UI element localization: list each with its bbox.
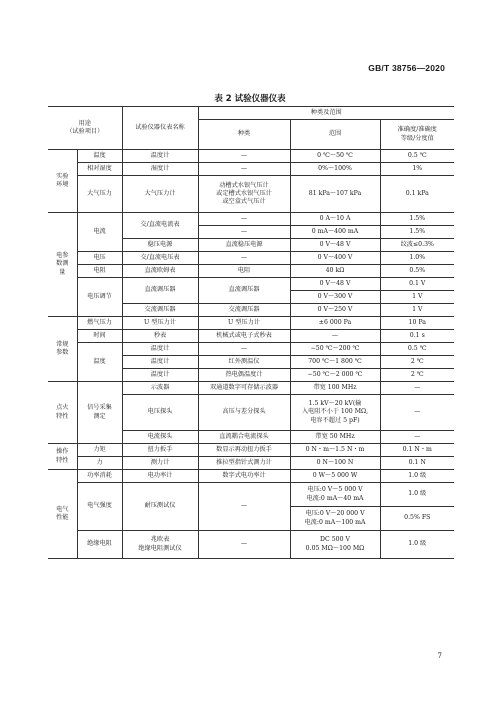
range-cell: 0 ℃～50 ℃ xyxy=(290,150,380,163)
instrument-cell: 交/直流电流表 xyxy=(122,213,198,239)
header-accuracy: 准确度/准确度 等级/分度值 xyxy=(380,120,454,150)
instrument-cell: 湿度计 xyxy=(122,163,198,176)
range-cell: 0 mA～400 mA xyxy=(290,226,380,239)
header-type: 种类 xyxy=(198,120,290,150)
accuracy-cell: 1.0 级 xyxy=(380,483,454,507)
type-cell: 动槽式水银气压计 或定槽式水银气压计 或空盒式气压计 xyxy=(198,176,290,213)
header-purpose: 用途 （试验项目） xyxy=(48,107,122,150)
instrument-cell: 稳压电源 xyxy=(122,239,198,252)
header-instrument-name: 试验仪器仪表名称 xyxy=(122,107,198,150)
range-cell: 0 V～400 V xyxy=(290,252,380,265)
group-label: 点火 特性 xyxy=(48,382,77,444)
range-cell: ±6 000 Pa xyxy=(290,317,380,330)
type-cell: 推拉型指针式测力计 xyxy=(198,457,290,470)
accuracy-cell: 1% xyxy=(380,163,454,176)
accuracy-cell: 1.0 级 xyxy=(380,470,454,483)
accuracy-cell: 1.0% xyxy=(380,252,454,265)
accuracy-cell: 0.1 kPa xyxy=(380,176,454,213)
instrument-cell: 电功率计 xyxy=(122,470,198,483)
type-cell: 数字式电功率计 xyxy=(198,470,290,483)
accuracy-cell: 1 V xyxy=(380,291,454,304)
item-cell: 电压 xyxy=(77,252,122,265)
instrument-cell: 交流调压器 xyxy=(122,304,198,317)
item-cell: 电压调节 xyxy=(77,278,122,317)
range-cell: 0 V～48 V xyxy=(290,239,380,252)
type-cell: 交流调压器 xyxy=(198,304,290,317)
instrument-cell: 扭力扳手 xyxy=(122,444,198,457)
instrument-cell: U 型压力计 xyxy=(122,317,198,330)
type-cell: — xyxy=(198,150,290,163)
type-cell: — xyxy=(198,252,290,265)
instrument-cell: 秒表 xyxy=(122,330,198,343)
accuracy-cell: — xyxy=(380,395,454,431)
accuracy-cell: 0.1 N・m xyxy=(380,444,454,457)
item-cell: 信号采集 测定 xyxy=(77,382,122,444)
instrument-cell: 交/直流电压表 xyxy=(122,252,198,265)
item-cell: 燃气压力 xyxy=(77,317,122,330)
instrument-cell: 直流调压器 xyxy=(122,278,198,304)
instrument-cell: 测力计 xyxy=(122,457,198,470)
table-caption: 表 2 试验仪器仪表 xyxy=(214,94,286,104)
accuracy-cell: 10 Pa xyxy=(380,317,454,330)
instrument-cell: 电流探头 xyxy=(122,431,198,444)
type-cell: — xyxy=(198,531,290,559)
instrument-cell: 温度计 xyxy=(122,369,198,382)
type-cell: — xyxy=(198,163,290,176)
type-cell: 直流稳压电源 xyxy=(198,239,290,252)
type-cell: 双通道数字可存储示波器 xyxy=(198,382,290,395)
accuracy-cell: 0.5% FS xyxy=(380,507,454,531)
page-number: 7 xyxy=(437,652,442,660)
type-cell: 直流耦合电流探头 xyxy=(198,431,290,444)
header-type-range-group: 种类及范围 xyxy=(198,107,454,120)
group-label: 操作 特性 xyxy=(48,444,77,470)
accuracy-cell: 2 ℃ xyxy=(380,369,454,382)
group-label: 实验 环境 xyxy=(48,150,77,213)
type-cell: 数显示再动扭力扳手 xyxy=(198,444,290,457)
item-cell: 电流 xyxy=(77,213,122,252)
type-cell: — xyxy=(198,483,290,531)
group-label: 电参 数测 量 xyxy=(48,213,77,317)
type-cell: — xyxy=(198,226,290,239)
range-cell: 0 N・m～1.5 N・m xyxy=(290,444,380,457)
item-cell: 温度 xyxy=(77,150,122,163)
range-cell: — xyxy=(290,330,380,343)
standard-code: GB/T 38756—2020 xyxy=(368,63,445,73)
accuracy-cell: — xyxy=(380,431,454,444)
type-cell: 机械式或电子式秒表 xyxy=(198,330,290,343)
item-cell: 温度 xyxy=(77,343,122,382)
instrument-cell: 兆欧表 绝缘电阻测试仪 xyxy=(122,531,198,559)
accuracy-cell: 0.5% xyxy=(380,265,454,278)
accuracy-cell: 0.1 N xyxy=(380,457,454,470)
range-cell: 带宽 100 MHz xyxy=(290,382,380,395)
type-cell: 直流调压器 xyxy=(198,278,290,304)
range-cell: 电压:0 V～20 000 V 电流:0 mA～100 mA xyxy=(290,507,380,531)
range-cell: 40 kΩ xyxy=(290,265,380,278)
instrument-cell: 直流欧姆表 xyxy=(122,265,198,278)
item-cell: 绝缘电阻 xyxy=(77,531,122,559)
range-cell: 0 W～5 000 W xyxy=(290,470,380,483)
instrument-cell: 温度计 xyxy=(122,150,198,163)
accuracy-cell: — xyxy=(380,382,454,395)
item-cell: 时间 xyxy=(77,330,122,343)
accuracy-cell: 1.5% xyxy=(380,226,454,239)
type-cell: — xyxy=(198,213,290,226)
instrument-cell: 大气压力计 xyxy=(122,176,198,213)
accuracy-cell: 1.0 级 xyxy=(380,531,454,559)
range-cell: 0 V～48 V xyxy=(290,278,380,291)
accuracy-cell: 1 V xyxy=(380,304,454,317)
instrument-cell: 示波器 xyxy=(122,382,198,395)
range-cell: 电压:0 V～5 000 V 电流:0 mA～40 mA xyxy=(290,483,380,507)
item-cell: 相对湿度 xyxy=(77,163,122,176)
instrument-cell: 耐压测试仪 xyxy=(122,483,198,531)
type-cell: 热电偶温度计 xyxy=(198,369,290,382)
range-cell: 0 A～10 A xyxy=(290,213,380,226)
range-cell: 1.5 kV～20 kV(输 入电阻不小于 100 MΩ, 电容不超过 5 pF) xyxy=(290,395,380,431)
item-cell: 力 xyxy=(77,457,122,470)
type-cell: 高压与差分探头 xyxy=(198,395,290,431)
range-cell: DC 500 V 0.05 MΩ～100 MΩ xyxy=(290,531,380,559)
type-cell: U 型压力计 xyxy=(198,317,290,330)
accuracy-cell: 2 ℃ xyxy=(380,356,454,369)
accuracy-cell: 1.5% xyxy=(380,213,454,226)
accuracy-cell: 0.1 s xyxy=(380,330,454,343)
instrument-cell: 电压探头 xyxy=(122,395,198,431)
range-cell: −50 ℃～200 ℃ xyxy=(290,343,380,356)
accuracy-cell: 0.5 ℃ xyxy=(380,150,454,163)
group-label: 电气 性能 xyxy=(48,470,77,559)
range-cell: 0 V～300 V xyxy=(290,291,380,304)
type-cell: 红外测温仪 xyxy=(198,356,290,369)
item-cell: 电气强度 xyxy=(77,483,122,531)
range-cell: 81 kPa～107 kPa xyxy=(290,176,380,213)
range-cell: 0 V～250 V xyxy=(290,304,380,317)
type-cell: — xyxy=(198,343,290,356)
range-cell: 0 N～100 N xyxy=(290,457,380,470)
instrument-cell: 温度计 xyxy=(122,343,198,356)
item-cell: 功率消耗 xyxy=(77,470,122,483)
header-range: 范围 xyxy=(290,120,380,150)
instrument-cell: 温度计 xyxy=(122,356,198,369)
range-cell: 带宽 50 MHz xyxy=(290,431,380,444)
item-cell: 电阻 xyxy=(77,265,122,278)
accuracy-cell: 0.1 V xyxy=(380,278,454,291)
range-cell: 0%～100% xyxy=(290,163,380,176)
item-cell: 大气压力 xyxy=(77,176,122,213)
type-cell: 电阻 xyxy=(198,265,290,278)
instrument-table xyxy=(48,106,454,559)
accuracy-cell: 0.5 ℃ xyxy=(380,343,454,356)
range-cell: 700 ℃～1 800 ℃ xyxy=(290,356,380,369)
item-cell: 力矩 xyxy=(77,444,122,457)
accuracy-cell: 纹波≤0.3% xyxy=(380,239,454,252)
group-label: 常规 参数 xyxy=(48,317,77,382)
range-cell: −50 ℃～2 000 ℃ xyxy=(290,369,380,382)
